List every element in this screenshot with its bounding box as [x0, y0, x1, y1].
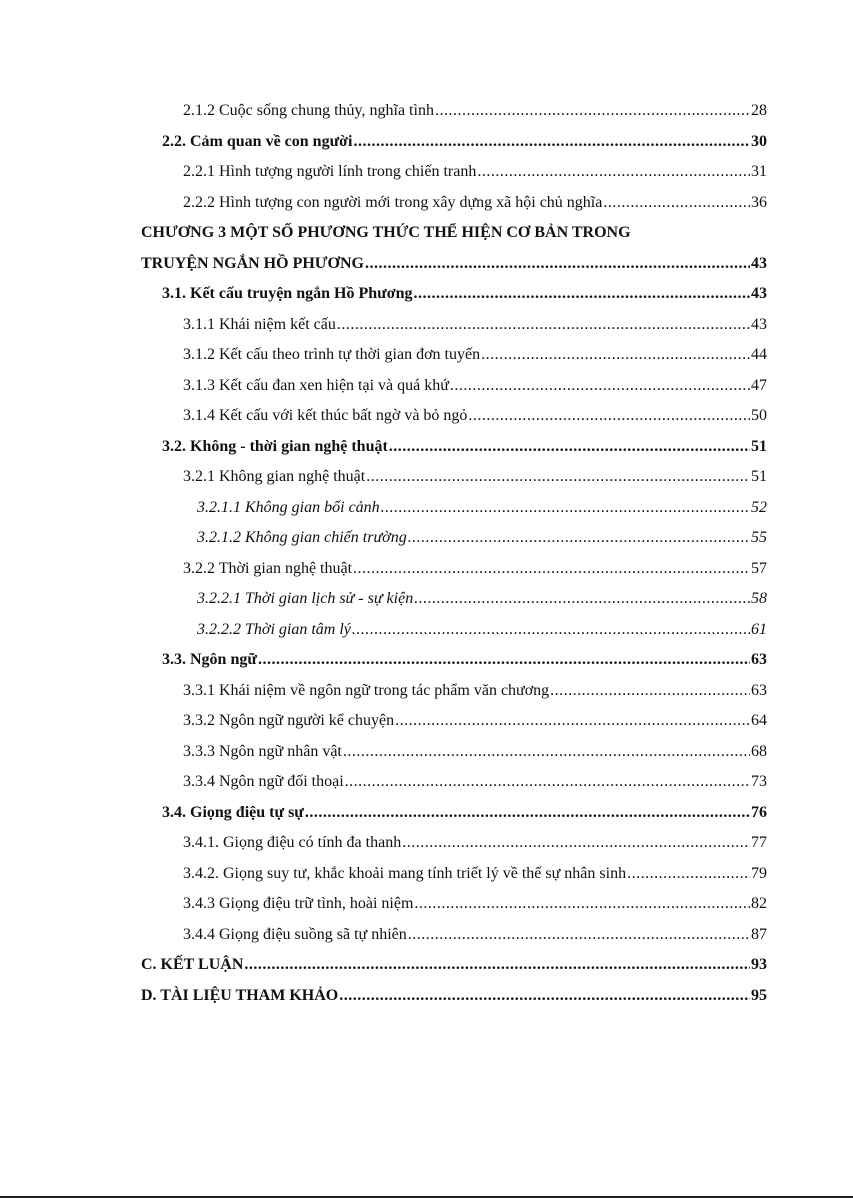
toc-page-number: 76 — [751, 803, 767, 821]
toc-leader-dots — [481, 345, 750, 365]
toc-page-number: 30 — [751, 132, 767, 150]
toc-page-number: 82 — [751, 895, 767, 912]
toc-entry-label: 3.4.3 Giọng điệu trữ tình, hoài niệm — [183, 895, 414, 912]
toc-page-number: 73 — [751, 773, 767, 790]
toc-entry-label: 3.2.2.2 Thời gian tâm lý — [197, 620, 351, 638]
toc-entry-label: 2.2.1 Hình tượng người lính trong chiến tranh — [183, 163, 477, 180]
toc-entry-label: 3.1.2 Kết cấu theo trình tự thời gian đơn tuyến — [183, 346, 481, 363]
toc-entry-label: 3.2. Không - thời gian nghệ thuật — [162, 437, 388, 455]
toc-entry — [0, 97, 853, 128]
toc-entry-label: 3.3.3 Ngôn ngữ nhân vật — [183, 742, 342, 760]
toc-entry — [0, 341, 853, 372]
toc-entry — [0, 768, 853, 799]
toc-entry-label: 3.3.2 Ngôn ngữ người kể chuyện — [183, 712, 395, 729]
toc-page-number: 95 — [751, 986, 767, 1004]
toc-page-number: 52 — [751, 498, 767, 516]
toc-entry — [0, 585, 853, 616]
toc-leader-dots — [477, 162, 750, 182]
toc-page-number: 51 — [751, 468, 767, 485]
toc-leader-dots — [339, 986, 750, 1006]
toc-leader-dots — [352, 620, 750, 640]
toc-entry-label: 2.2.2 Hình tượng con người mới trong xây dựng xã hội chủ nghĩa — [183, 193, 603, 211]
toc-entry-label: 3.2.2.1 Thời gian lịch sử - sự kiện — [197, 590, 414, 607]
toc-leader-dots — [395, 711, 750, 731]
toc-entry-label: 3.3.1 Khái niệm về ngôn ngữ trong tác phẩm văn chương — [183, 681, 550, 699]
toc-entry-label: 3.3. Ngôn ngữ — [162, 651, 257, 668]
toc-leader-dots — [435, 101, 750, 121]
page-bottom-border — [0, 1196, 853, 1198]
toc-leader-dots — [627, 864, 750, 884]
toc-leader-dots — [468, 406, 750, 426]
toc-page-number: 63 — [751, 651, 767, 668]
toc-entry — [0, 738, 853, 769]
toc-leader-dots — [413, 284, 750, 304]
toc-page-number: 93 — [751, 956, 767, 973]
toc-entry — [0, 921, 853, 952]
toc-entry — [0, 372, 853, 403]
toc-entry — [0, 677, 853, 708]
toc-page-number: 57 — [751, 559, 767, 577]
toc-entry — [0, 311, 853, 342]
toc-leader-dots — [414, 894, 750, 914]
table-of-contents — [0, 97, 853, 1012]
toc-entry — [0, 433, 853, 464]
toc-entry-label: 3.2.2 Thời gian nghệ thuật — [183, 559, 353, 577]
toc-leader-dots — [381, 498, 750, 518]
toc-leader-dots — [244, 955, 750, 975]
toc-leader-dots — [337, 315, 750, 335]
toc-page-number: 43 — [751, 315, 767, 333]
toc-entry — [0, 616, 853, 647]
toc-leader-dots — [365, 254, 750, 274]
toc-entry-label: C. KẾT LUẬN — [141, 956, 244, 973]
toc-entry — [0, 402, 853, 433]
toc-page-number: 51 — [751, 437, 767, 455]
toc-entry-label: 3.1.3 Kết cấu đan xen hiện tại và quá khứ — [183, 376, 449, 394]
toc-entry — [0, 158, 853, 189]
toc-entry-label: TRUYỆN NGẮN HỒ PHƯƠNG — [141, 254, 364, 272]
toc-leader-dots — [408, 528, 750, 548]
toc-page-number: 79 — [751, 864, 767, 882]
toc-leader-dots — [550, 681, 750, 701]
toc-leader-dots — [345, 772, 750, 792]
toc-entry-label: 3.1. Kết cấu truyện ngắn Hồ Phương — [162, 285, 413, 302]
toc-page-number: 50 — [751, 407, 767, 424]
toc-page-number: 31 — [751, 163, 767, 180]
toc-leader-dots — [343, 742, 750, 762]
toc-leader-dots — [353, 132, 750, 152]
toc-entry-label: 3.2.1.1 Không gian bối cảnh — [197, 498, 380, 516]
toc-page-number: 43 — [751, 285, 767, 302]
toc-entry-label: 3.1.1 Khái niệm kết cấu — [183, 315, 336, 333]
toc-page-number: 43 — [751, 254, 767, 272]
toc-entry — [0, 494, 853, 525]
toc-entry-label: 3.1.4 Kết cấu với kết thúc bất ngờ và bỏ ngỏ — [183, 407, 468, 424]
toc-entry-label: 3.2.1.2 Không gian chiến trường — [197, 529, 407, 546]
toc-leader-dots — [414, 589, 750, 609]
toc-leader-dots — [402, 833, 750, 853]
toc-entry-label: 3.4.1. Giọng điệu có tính đa thanh — [183, 834, 402, 851]
toc-entry-label: 3.2.1 Không gian nghệ thuật — [183, 468, 366, 485]
toc-entry — [0, 250, 853, 281]
toc-entry — [0, 799, 853, 830]
toc-leader-dots — [408, 925, 750, 945]
toc-entry — [0, 524, 853, 555]
toc-entry — [0, 463, 853, 494]
toc-page-number: 44 — [751, 346, 767, 363]
toc-page-number: 28 — [751, 102, 767, 119]
toc-entry — [0, 707, 853, 738]
toc-page-number: 61 — [751, 620, 767, 638]
toc-leader-dots — [603, 193, 750, 213]
toc-entry — [0, 555, 853, 586]
toc-page-number: 58 — [751, 590, 767, 607]
toc-entry — [0, 189, 853, 220]
toc-page-number: 68 — [751, 742, 767, 760]
toc-entry — [0, 860, 853, 891]
toc-entry-label: 3.4.4 Giọng điệu suồng sã tự nhiên — [183, 925, 407, 943]
toc-page-number: 47 — [751, 376, 767, 394]
toc-entry-label: 2.2. Cảm quan về con người — [162, 132, 353, 150]
toc-page-number: 64 — [751, 712, 767, 729]
toc-leader-dots — [353, 559, 750, 579]
toc-leader-dots — [258, 650, 750, 670]
toc-entry — [0, 128, 853, 159]
toc-page-number: 87 — [751, 925, 767, 943]
toc-page-number: 36 — [751, 193, 767, 211]
toc-entry — [0, 951, 853, 982]
toc-entry — [0, 890, 853, 921]
toc-leader-dots — [305, 803, 750, 823]
toc-entry — [0, 280, 853, 311]
toc-chapter-heading — [0, 219, 853, 250]
toc-page-number: 63 — [751, 681, 767, 699]
toc-page-number: 55 — [751, 529, 767, 546]
toc-entry-label: 3.4. Giọng điệu tự sự — [162, 803, 304, 821]
toc-leader-dots — [389, 437, 750, 457]
toc-entry-label: D. TÀI LIỆU THAM KHẢO — [141, 986, 339, 1004]
toc-entry — [0, 646, 853, 677]
toc-leader-dots — [450, 376, 750, 396]
toc-page-number: 77 — [751, 834, 767, 851]
toc-entry — [0, 982, 853, 1013]
chapter-title-line: CHƯƠNG 3 MỘT SỐ PHƯƠNG THỨC THỂ HIỆN CƠ BẢN TRONG — [141, 224, 631, 241]
toc-entry-label: 3.3.4 Ngôn ngữ đối thoại — [183, 773, 344, 790]
toc-entry — [0, 829, 853, 860]
toc-leader-dots — [366, 467, 750, 487]
toc-entry-label: 3.4.2. Giọng suy tư, khắc khoải mang tính triết lý về thế sự nhân sinh — [183, 864, 627, 882]
toc-entry-label: 2.1.2 Cuộc sống chung thủy, nghĩa tình — [183, 102, 434, 119]
